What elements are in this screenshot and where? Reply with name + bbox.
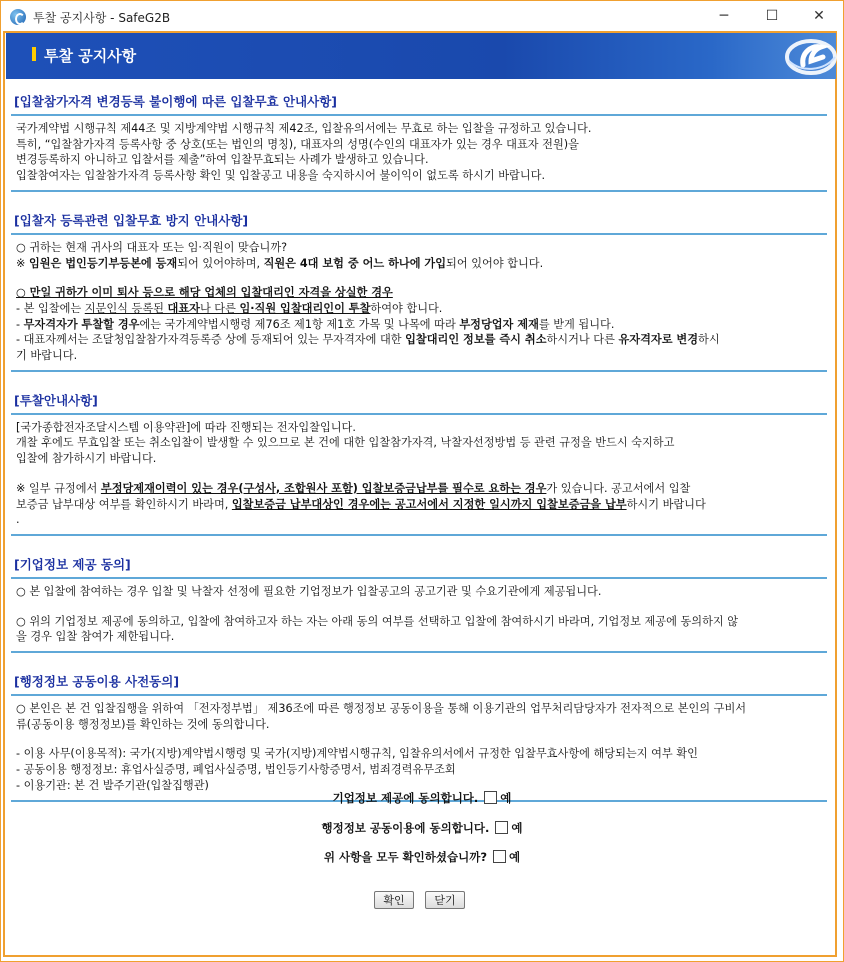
text: 되어 있어야하며, (177, 256, 264, 270)
section-title: [투찰안내사항] (14, 392, 98, 408)
notice-content (11, 94, 827, 802)
section-body (11, 577, 827, 653)
section-line: 입찰에 참가하시기 바랍니다. (16, 452, 157, 466)
section-line: 기 바랍니다. (16, 349, 78, 363)
yes-label: 예 (509, 850, 521, 864)
text: 하시 (698, 333, 720, 347)
section-line: ○ 본 입찰에 참여하는 경우 입찰 및 낙찰자 선정에 필요한 기업정보가 입찰공고의 공고기관 및 수요기관에게 제공됩니다. (16, 584, 602, 598)
text: 하시기 바랍니다 (626, 497, 706, 511)
section-line: 류(공동이용 행정정보)를 확인하는 것에 동의합니다. (16, 717, 270, 731)
text: - 본 입찰에는 (16, 301, 85, 315)
emphasis-text: 무자격자가 투찰할 경우 (23, 317, 140, 331)
section-line: - 공동이용 행정정보: 휴업사실증명, 폐업사실증명, 법인등기사항증명서, 범죄경력유무조회 (16, 763, 456, 777)
page-title: 투찰 공지사항 (44, 47, 137, 65)
agree-admin-info-checkbox[interactable] (495, 821, 508, 834)
text: 에는 국가계약법시행령 제76조 제1항 제1호 가목 및 나목에 따라 (139, 317, 460, 331)
emphasis-text: 입찰보증금 납부대상인 경우에는 공고서에서 지정한 일시까지 입찰보증금을 납부 (231, 497, 627, 511)
section-line: ○ 본인은 본 건 입찰집행을 위하여 「전자정부법」 제36조에 따른 행정정보 공동이용을 통해 이용기관의 업무처리담당자가 전자적으로 본인의 구비서 (16, 702, 747, 716)
section-line: 특히, “입찰참가자격 등록사항 중 상호(또는 법인의 명칭), 대표자의 성명(수인의 대표자가 있는 경우 대표자 전원)을 (16, 137, 579, 151)
yes-label: 예 (511, 821, 523, 835)
emphasis-text: 임·직원 입찰대리인이 투찰 (239, 301, 371, 315)
agree-admin-info-label: 행정정보 공동이용에 동의합니다. (321, 821, 490, 835)
maximize-button[interactable]: ☐ (765, 8, 779, 24)
emphasis-text: 임원은 법인등기부등본에 등재 (28, 256, 178, 270)
section-line (16, 256, 823, 272)
section-body (11, 233, 827, 372)
notice-section-admin-info (11, 674, 827, 802)
ok-button[interactable]: 확인 (374, 891, 414, 909)
window-title: 투찰 공지사항 - SafeG2B (33, 11, 171, 25)
minimize-button[interactable]: ─ (719, 8, 729, 24)
notice-section-company-info (11, 557, 827, 653)
notice-section-bidding (11, 393, 827, 536)
section-line (16, 481, 823, 497)
section-line: 개찰 후에도 무효입찰 또는 취소입찰이 발생할 수 있으므로 본 건에 대한 입찰참가자격, 낙찰자선정방법 등 관련 규정을 반드시 숙지하고 (16, 436, 675, 450)
underline-text: 나 다른 (199, 301, 240, 315)
section-line: 국가계약법 시행규칙 제44조 및 지방계약법 시행규칙 제42조, 입찰유의서에는 무효로 하는 입찰을 규정하고 있습니다. (16, 122, 592, 135)
text: 하여야 합니다. (370, 301, 443, 315)
emphasis-text: 입찰대리인 정보를 즉시 취소 (405, 333, 547, 347)
title-bar (1, 1, 843, 32)
section-body (11, 413, 827, 536)
section-line (16, 317, 823, 333)
section-line (16, 497, 823, 513)
close-window-button[interactable]: ✕ (813, 8, 825, 24)
section-line: 입찰참여자는 입찰참가자격 등록사항 확인 및 입찰공고 내용을 숙지하시어 불이익이 없도록 하시기 바랍니다. (16, 169, 545, 183)
section-title: [입찰자 등록관련 입찰무효 방지 안내사항] (14, 212, 249, 228)
yes-label: 예 (500, 791, 512, 805)
section-line: . (16, 513, 20, 527)
confirm-all-label: 위 사항을 모두 확인하셨습니까? (323, 850, 487, 864)
emphasis-text: 대표자 (167, 301, 200, 315)
text: 보증금 납부대상 여부를 확인하시기 바라며, (16, 497, 232, 511)
section-line: [국가종합전자조달시스템 이용약관]에 따라 진행되는 전자입찰입니다. (16, 420, 356, 434)
section-title: [기업정보 제공 동의] (14, 556, 131, 572)
section-title: [행정정보 공동이용 사전동의] (14, 674, 180, 690)
notice-section-registration (11, 213, 827, 372)
close-button[interactable]: 닫기 (425, 891, 465, 909)
app-icon (10, 9, 26, 25)
section-line: - 이용기관: 본 건 발주기관(입찰집행관) (16, 778, 209, 792)
section-line: ○ 만일 귀하가 이미 퇴사 등으로 해당 업체의 입찰대리인 자격을 상실한 경우 (16, 286, 393, 300)
section-line (16, 301, 823, 317)
section-line (16, 332, 823, 348)
emphasis-text: 유자격자로 변경 (618, 333, 699, 347)
text: 되어 있어야 합니다. (446, 256, 544, 270)
text: ※ (16, 256, 29, 270)
section-body (11, 694, 827, 802)
page-header (6, 33, 836, 79)
text: - (16, 317, 24, 331)
section-line: - 이용 사무(이용목적): 국가(지방)계약법시행령 및 국가(지방)계약법시행규칙, 입찰유의서에서 규정한 입찰무효사항에 해당되는지 여부 확인 (16, 747, 698, 761)
section-line: ○ 귀하는 현재 귀사의 대표자 또는 임·직원이 맞습니까? (16, 240, 288, 254)
section-line: 변경등록하지 아니하고 입찰서를 제출”하여 입찰무효되는 사례가 발생하고 있습니다. (16, 153, 429, 167)
agree-admin-info-row (0, 820, 844, 836)
confirm-all-row (0, 849, 844, 865)
text: 를 받게 됩니다. (538, 317, 615, 331)
section-line: ○ 위의 기업정보 제공에 동의하고, 입찰에 참여하고자 하는 자는 아래 동의 여부를 선택하고 입찰에 참여하시기 바라며, 기업정보 제공에 동의하지 않 (16, 614, 739, 628)
agree-company-info-row (0, 790, 844, 806)
text: 가 있습니다. 공고서에서 입찰 (546, 481, 691, 495)
section-body (11, 114, 827, 192)
text: 하시거나 다른 (546, 333, 619, 347)
notice-section-qualification (11, 94, 827, 192)
agree-company-info-label: 기업정보 제공에 동의합니다. (332, 791, 479, 805)
emphasis-text: 직원은 4대 보험 중 어느 하나에 가입 (263, 256, 447, 270)
confirm-all-checkbox[interactable] (493, 850, 506, 863)
section-line: 을 경우 입찰 참여가 제한됩니다. (16, 630, 175, 644)
underline-text: 지문인식 등록된 (84, 301, 168, 315)
emphasis-text: 부정당제재이력이 있는 경우(구성사, 조합원사 포함) 입찰보증금납부를 필수로 요하는 경우 (100, 481, 547, 495)
text: ※ 일부 규정에서 (16, 481, 101, 495)
text: - 대표자께서는 조달청입찰참가자격등록증 상에 등재되어 있는 무자격자에 대한 (16, 333, 406, 347)
header-bullet-icon (32, 47, 36, 61)
emphasis-text: 부정당업자 제재 (459, 317, 539, 331)
section-title: [입찰참가자격 변경등록 불이행에 따른 입찰무효 안내사항] (14, 94, 337, 109)
agree-company-info-checkbox[interactable] (484, 791, 497, 804)
e-logo-icon (781, 35, 837, 79)
